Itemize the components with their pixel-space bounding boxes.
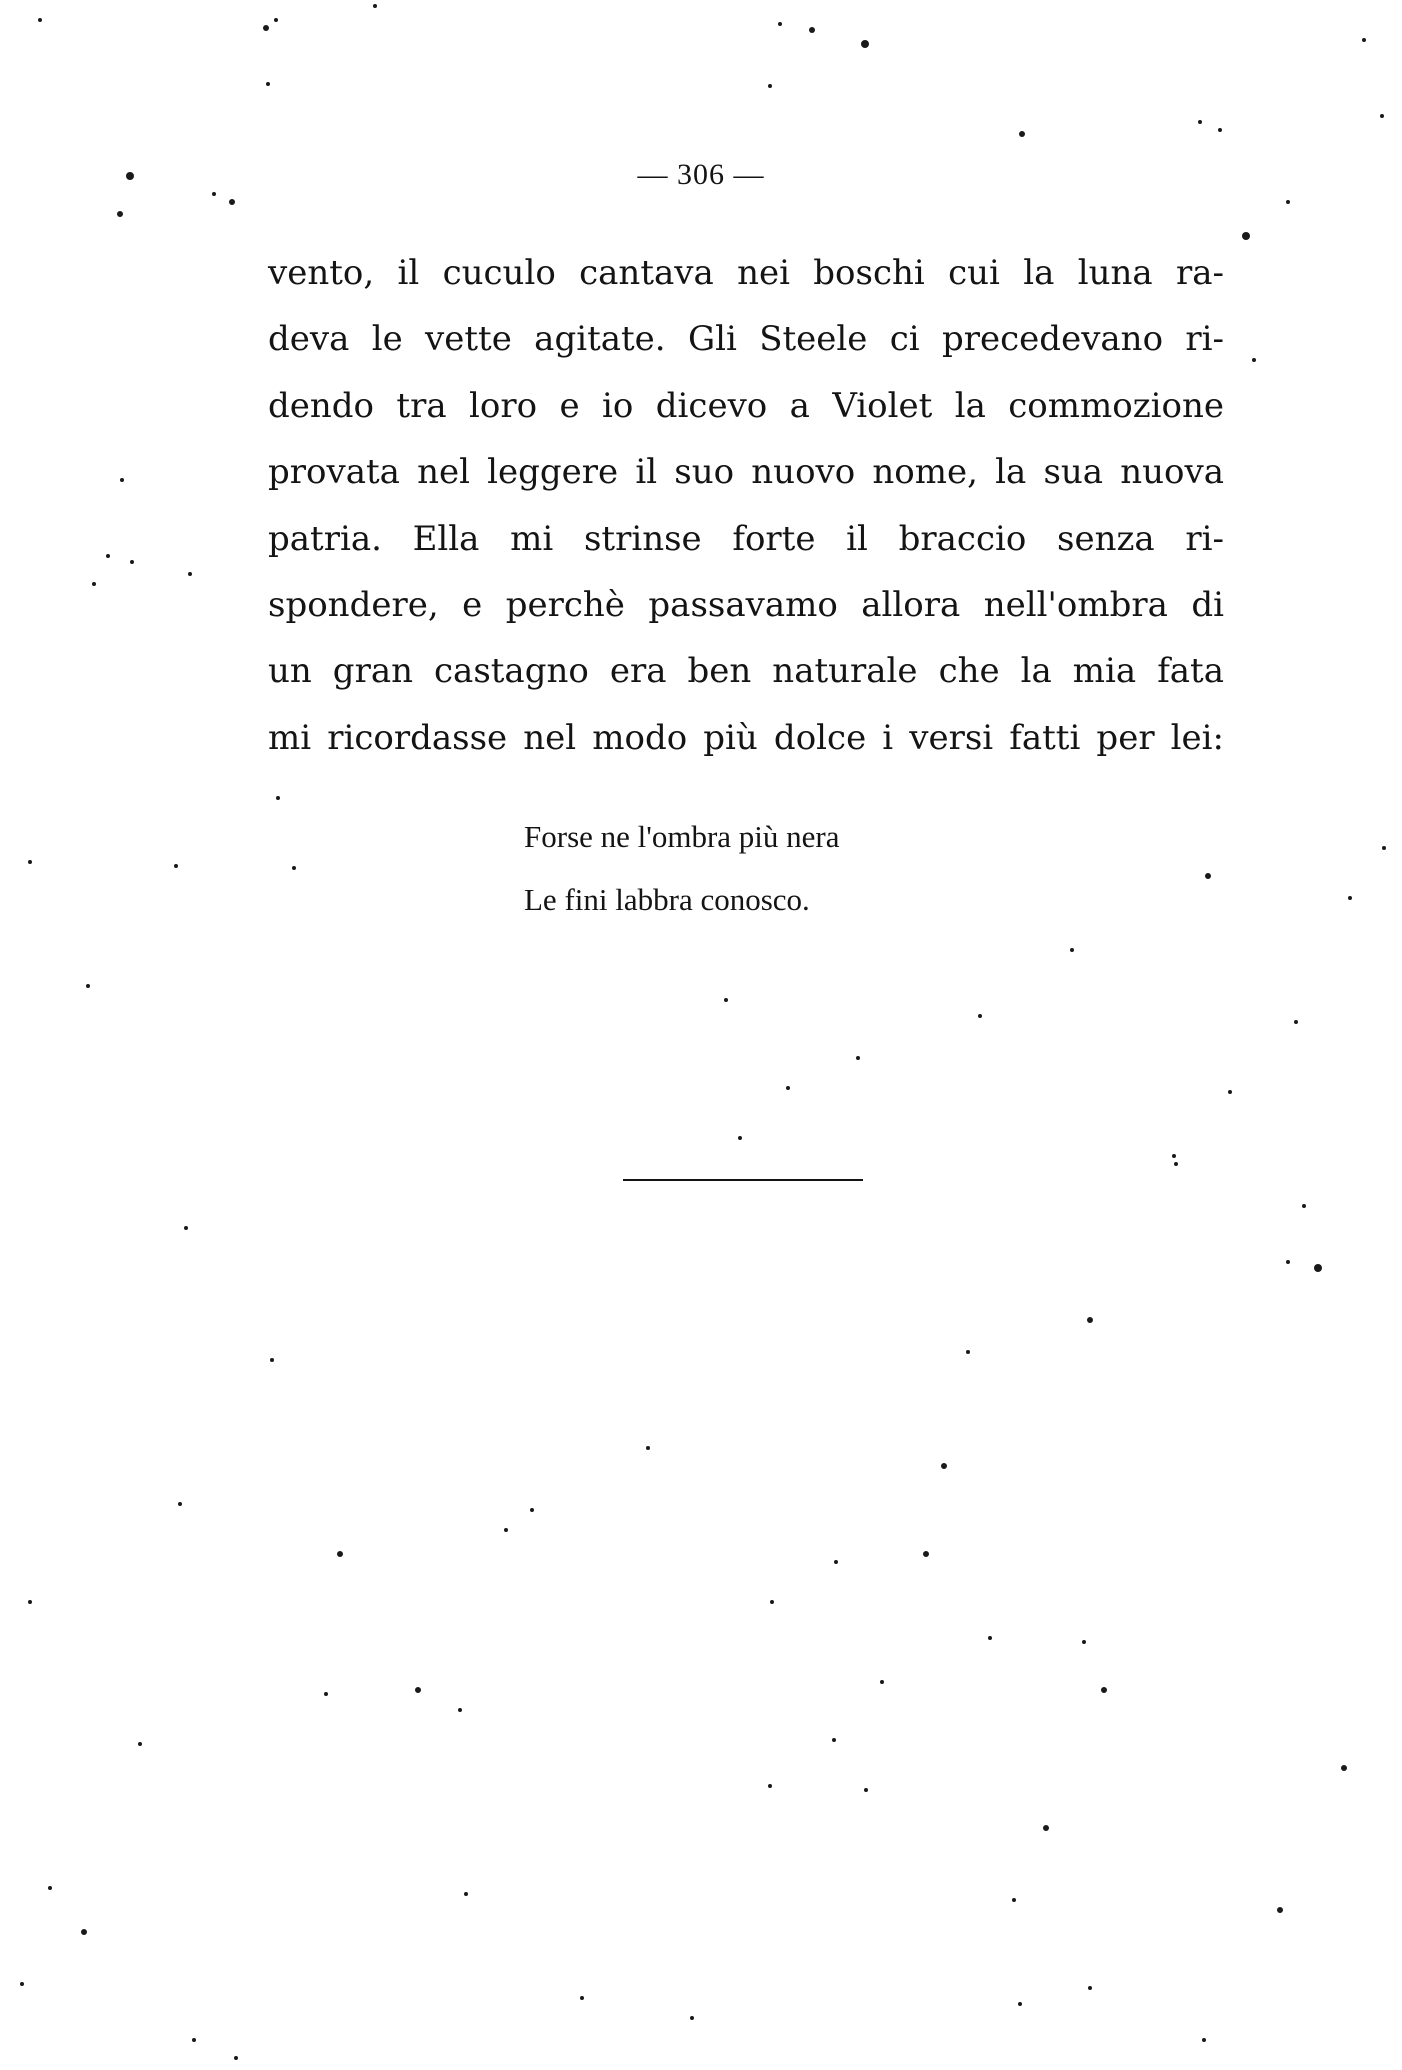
prose-line: patria. Ella mi strinse forte il braccio senza ri-	[268, 518, 1224, 559]
section-end-rule	[623, 1179, 863, 1181]
prose-line: un gran castagno era ben naturale che la mia fata	[268, 651, 1224, 692]
prose-line: mi ricordasse nel modo più dolce i versi fatti per lei:	[268, 717, 1224, 758]
prose-line: deva le vette agitate. Gli Steele ci precedevano ri-	[268, 319, 1224, 360]
prose-paragraph	[268, 240, 1224, 771]
verse-line: Forse ne l'ombra più nera	[524, 819, 840, 854]
verse-line: Le fini labbra conosco.	[524, 882, 810, 917]
page-number: — 306 —	[637, 158, 765, 191]
prose-line: vento, il cuculo cantava nei boschi cui la luna ra-	[268, 253, 1224, 293]
prose-line: provata nel leggere il suo nuovo nome, la sua nuova	[268, 452, 1224, 493]
verse-quote	[524, 805, 840, 931]
prose-line: spondere, e perchè passavamo allora nell'ombra di	[268, 584, 1224, 625]
prose-line: dendo tra loro e io dicevo a Violet la commozione	[268, 385, 1224, 426]
